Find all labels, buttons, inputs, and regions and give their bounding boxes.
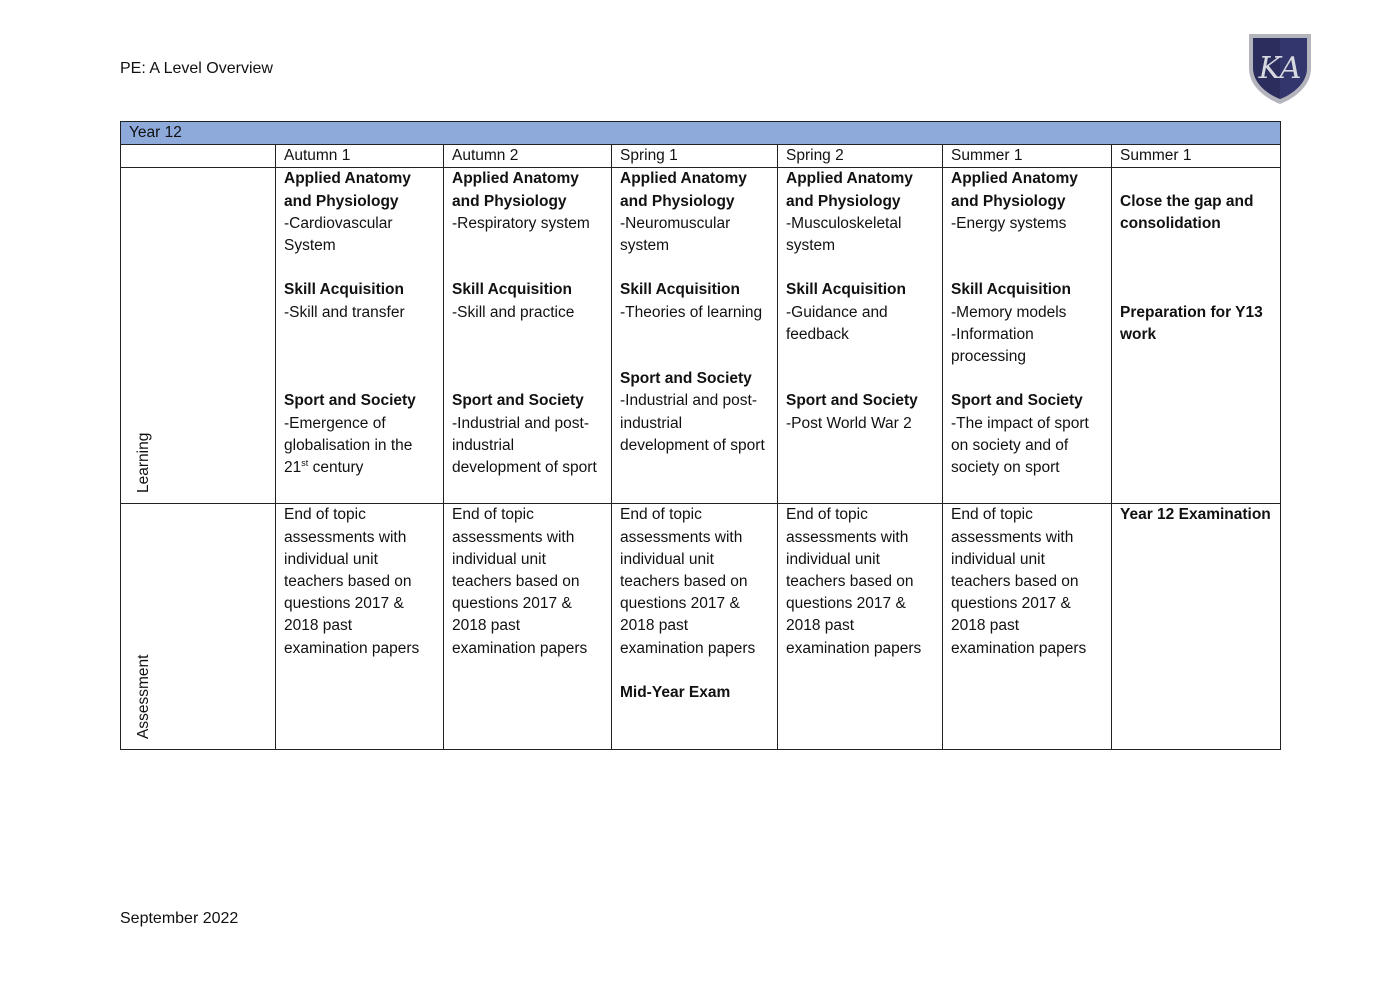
- ss-heading: Sport and Society: [620, 370, 752, 388]
- aap-heading: Applied Anatomy and Physiology: [452, 170, 579, 210]
- assessment-text: End of topic assessments with individual unit teachers based on questions 2017 & 2018 past examination papers: [786, 506, 922, 657]
- assessment-cell-summer-1: [943, 504, 1112, 750]
- aap-topic: -Cardiovascular System: [284, 214, 393, 255]
- header-spring-1: Spring 1: [612, 145, 778, 168]
- learning-cell-autumn-2: [444, 168, 612, 504]
- learning-label: Learning: [135, 433, 152, 494]
- ss-heading: Sport and Society: [284, 392, 416, 410]
- ss-topic: -Industrial and post-industrial development of sport: [620, 392, 765, 454]
- ss-heading: Sport and Society: [452, 392, 584, 410]
- assessment-text: End of topic assessments with individual unit teachers based on questions 2017 & 2018 past examination papers: [284, 506, 420, 657]
- close-gap-item: Close the gap and consolidation: [1120, 192, 1254, 232]
- assessment-text: End of topic assessments with individual unit teachers based on questions 2017 & 2018 past examination papers: [951, 506, 1087, 657]
- document-title: PE: A Level Overview: [120, 60, 273, 77]
- learning-cell-spring-2: [778, 168, 943, 504]
- sa-heading: Skill Acquisition: [951, 281, 1071, 299]
- assessment-cell-spring-1: [612, 504, 778, 750]
- ss-topic: -Industrial and post-industrial development of sport: [452, 414, 597, 476]
- sa-heading: Skill Acquisition: [786, 281, 906, 299]
- footer-date: September 2022: [120, 910, 239, 927]
- learning-row: [121, 168, 1281, 504]
- header-autumn-1: Autumn 1: [276, 145, 444, 168]
- header-summer-1b: Summer 1: [1112, 145, 1281, 168]
- header-spring-2: Spring 2: [778, 145, 943, 168]
- sa-topic: -Skill and transfer: [284, 303, 405, 321]
- aap-heading: Applied Anatomy and Physiology: [620, 170, 747, 210]
- assessment-text: End of topic assessments with individual unit teachers based on questions 2017 & 2018 past examination papers: [452, 506, 588, 657]
- learning-cell-spring-1: [612, 168, 778, 504]
- ss-heading: Sport and Society: [786, 392, 918, 410]
- aap-heading: Applied Anatomy and Physiology: [284, 170, 411, 210]
- term-header-row: [121, 145, 1281, 168]
- year-12-examination: Year 12 Examination: [1120, 506, 1271, 524]
- sa-topic: -Guidance and feedback: [786, 303, 888, 343]
- overview-table: [120, 121, 1281, 750]
- year-label: Year 12: [121, 122, 1281, 145]
- ss-topic: -The impact of sport on society and of society on sport: [951, 414, 1089, 477]
- assessment-row: [121, 504, 1281, 750]
- aap-heading: Applied Anatomy and Physiology: [786, 170, 913, 210]
- aap-topic: -Neuromuscular system: [620, 214, 731, 255]
- assessment-cell-spring-2: [778, 504, 943, 750]
- sa-topic: -Theories of learning: [620, 303, 763, 321]
- assessment-cell-autumn-1: [276, 504, 444, 750]
- learning-row-label-cell: [121, 168, 276, 504]
- ss-heading: Sport and Society: [951, 392, 1083, 410]
- mid-year-exam: Mid-Year Exam: [620, 684, 731, 702]
- assessment-label: Assessment: [135, 654, 152, 740]
- header-autumn-2: Autumn 2: [444, 145, 612, 168]
- svg-text:KA: KA: [1258, 51, 1302, 86]
- sa-heading: Skill Acquisition: [284, 281, 404, 299]
- sa-topic: -Memory models: [951, 303, 1067, 321]
- sa-topic-2: -Information processing: [951, 325, 1034, 366]
- ss-topic: -Emergence of globalisation in the 21st century: [284, 414, 413, 476]
- aap-heading: Applied Anatomy and Physiology: [951, 170, 1078, 210]
- ss-topic: -Post World War 2: [786, 414, 912, 432]
- aap-topic: -Musculoskeletal system: [786, 214, 902, 255]
- assessment-row-label-cell: [121, 504, 276, 750]
- sa-topic: -Skill and practice: [452, 303, 575, 321]
- school-crest-logo-icon: [1245, 28, 1315, 106]
- learning-cell-summer-1b: [1112, 168, 1281, 504]
- assessment-cell-summer-1b: [1112, 504, 1281, 750]
- learning-cell-autumn-1: [276, 168, 444, 504]
- year-row: [121, 122, 1281, 145]
- header-summer-1: Summer 1: [943, 145, 1112, 168]
- assessment-text: End of topic assessments with individual unit teachers based on questions 2017 & 2018 past examination papers: [620, 506, 756, 657]
- learning-cell-summer-1: [943, 168, 1112, 504]
- sa-heading: Skill Acquisition: [620, 281, 740, 299]
- header-empty-cell: [121, 145, 276, 168]
- assessment-cell-autumn-2: [444, 504, 612, 750]
- y13-prep-item: Preparation for Y13 work: [1120, 303, 1263, 343]
- sa-heading: Skill Acquisition: [452, 281, 572, 299]
- aap-topic: -Respiratory system: [452, 214, 590, 232]
- aap-topic: -Energy systems: [951, 214, 1067, 232]
